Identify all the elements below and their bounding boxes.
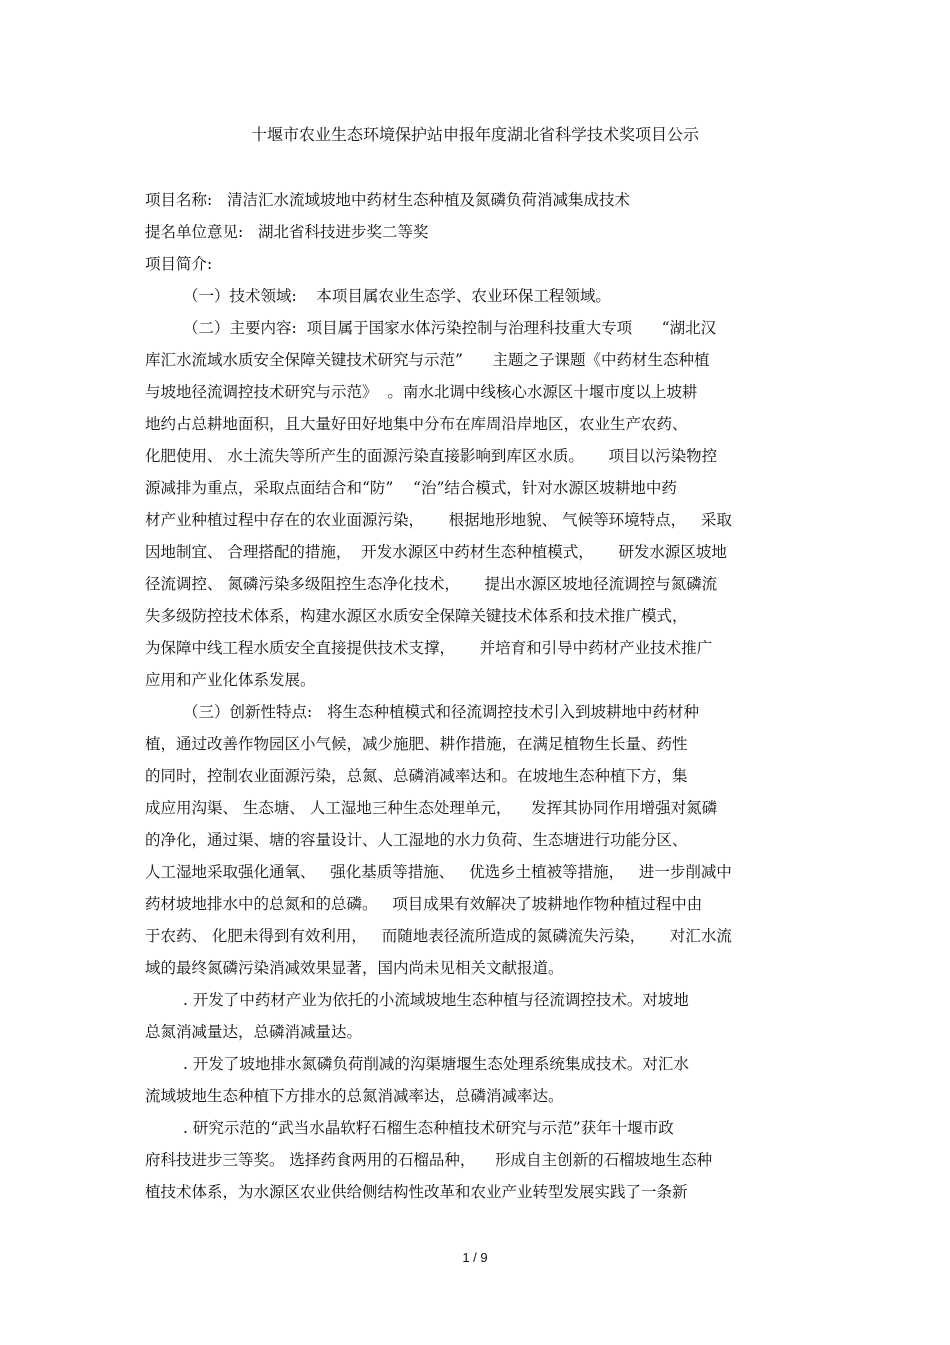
achievement-item-1-start: . 开发了中药材产业为依托的小流域坡地生态种植与径流调控技术。对坡地 (183, 991, 689, 1009)
paragraph-line: 域的最终氮磷污染消减效果显著，国内尚未见相关文献报道。 (145, 959, 564, 977)
paragraph-line: 的净化，通过渠、塘的容量设计、人工湿地的水力负荷、生态塘进行功能分区、 (145, 831, 688, 849)
page-number: 1 / 9 (462, 1250, 488, 1265)
main-content-paragraph-start: （二）主要内容: 项目属于国家水体污染控制与治理科技重大专项 “湖北汉 (183, 319, 717, 337)
achievement-item-2-start: . 开发了坡地排水氮磷负荷削减的沟渠塘堰生态处理系统集成技术。对汇水 (183, 1055, 689, 1073)
paragraph-line: 府科技进步三等奖。 选择药食两用的石榴品种， 形成自主创新的石榴坡地生态种 (145, 1151, 713, 1169)
paragraph-line: 成应用沟渠、 生态塘、 人工湿地三种生态处理单元， 发挥其协同作用增强对氮磷 (145, 799, 718, 817)
document-body (145, 184, 805, 1208)
paragraph-line: 流域坡地生态种植下方排水的总氮消减率达，总磷消减率达。 (145, 1087, 564, 1105)
paragraph-line: 与坡地径流调控技术研究与示范》 。南水北调中线核心水源区十堰市度以上坡耕 (145, 383, 698, 401)
paragraph-line: 为保障中线工程水质安全直接提供技术支撑， 并培育和引导中药材产业技术推广 (145, 639, 713, 657)
paragraph-line: 应用和产业化体系发展。 (145, 671, 316, 689)
paragraph-line: 地约占总耕地面积，且大量好田好地集中分布在库周沿岸地区，农业生产农药、 (145, 415, 688, 433)
technical-field-paragraph: （一）技术领域: 本项目属农业生态学、农业环保工程领域。 (183, 287, 611, 305)
paragraph-line: 径流调控、 氮磷污染多级阻控生态净化技术， 提出水源区坡地径流调控与氮磷流 (145, 575, 718, 593)
innovation-paragraph-start: （三）创新性特点: 将生态种植模式和径流调控技术引入到坡耕地中药材种 (183, 703, 700, 721)
paragraph-line: 植技术体系，为水源区农业供给侧结构性改革和农业产业转型发展实践了一条新 (145, 1183, 688, 1201)
paragraph-line: 源减排为重点，采取点面结合和“防” “治”结合模式，针对水源区坡耕地中药 (145, 479, 677, 497)
paragraph-line: 失多级防控技术体系，构建水源区水质安全保障关键技术体系和技术推广模式， (145, 607, 688, 625)
project-name-line: 项目名称: 清洁汇水流域坡地中药材生态种植及氮磷负荷消减集成技术 (145, 191, 631, 209)
paragraph-line: 药材坡地排水中的总氮和的总磷。 项目成果有效解决了坡耕地作物种植过程中由 (145, 895, 703, 913)
paragraph-line: 的同时，控制农业面源污染，总氮、总磷消减率达和。在坡地生态种植下方，集 (145, 767, 688, 785)
project-intro-heading: 项目简介: (145, 255, 213, 273)
paragraph-line: 库汇水流域水质安全保障关键技术研究与示范” 主题之子课题《中药材生态种植 (145, 351, 710, 369)
paragraph-line: 总氮消减量达，总磷消减量达。 (145, 1023, 363, 1041)
achievement-item-3-start: . 研究示范的“武当水晶软籽石榴生态种植技术研究与示范”获年十堰市政 (183, 1119, 674, 1137)
paragraph-line: 因地制宜、 合理搭配的措施， 开发水源区中药材生态种植模式， 研发水源区坡地 (145, 543, 727, 561)
paragraph-line: 植，通过改善作物园区小气候，减少施肥、耕作措施，在满足植物生长量、药性 (145, 735, 688, 753)
nomination-opinion-line: 提名单位意见: 湖北省科技进步奖二等奖 (145, 223, 429, 241)
paragraph-line: 化肥使用、 水土流失等所产生的面源污染直接影响到库区水质。 项目以污染物控 (145, 447, 718, 465)
paragraph-line: 于农药、 化肥未得到有效利用， 而随地表径流所造成的氮磷流失污染， 对汇水流 (145, 927, 732, 945)
document-title: 十堰市农业生态环境保护站申报年度湖北省科学技术奖项目公示 (250, 125, 699, 144)
paragraph-line: 人工湿地采取强化通氧、 强化基质等措施、 优选乡土植被等措施， 进一步削减中 (145, 863, 732, 881)
paragraph-line: 材产业种植过程中存在的农业面源污染， 根据地形地貌、 气候等环境特点， 采取 (145, 511, 732, 529)
